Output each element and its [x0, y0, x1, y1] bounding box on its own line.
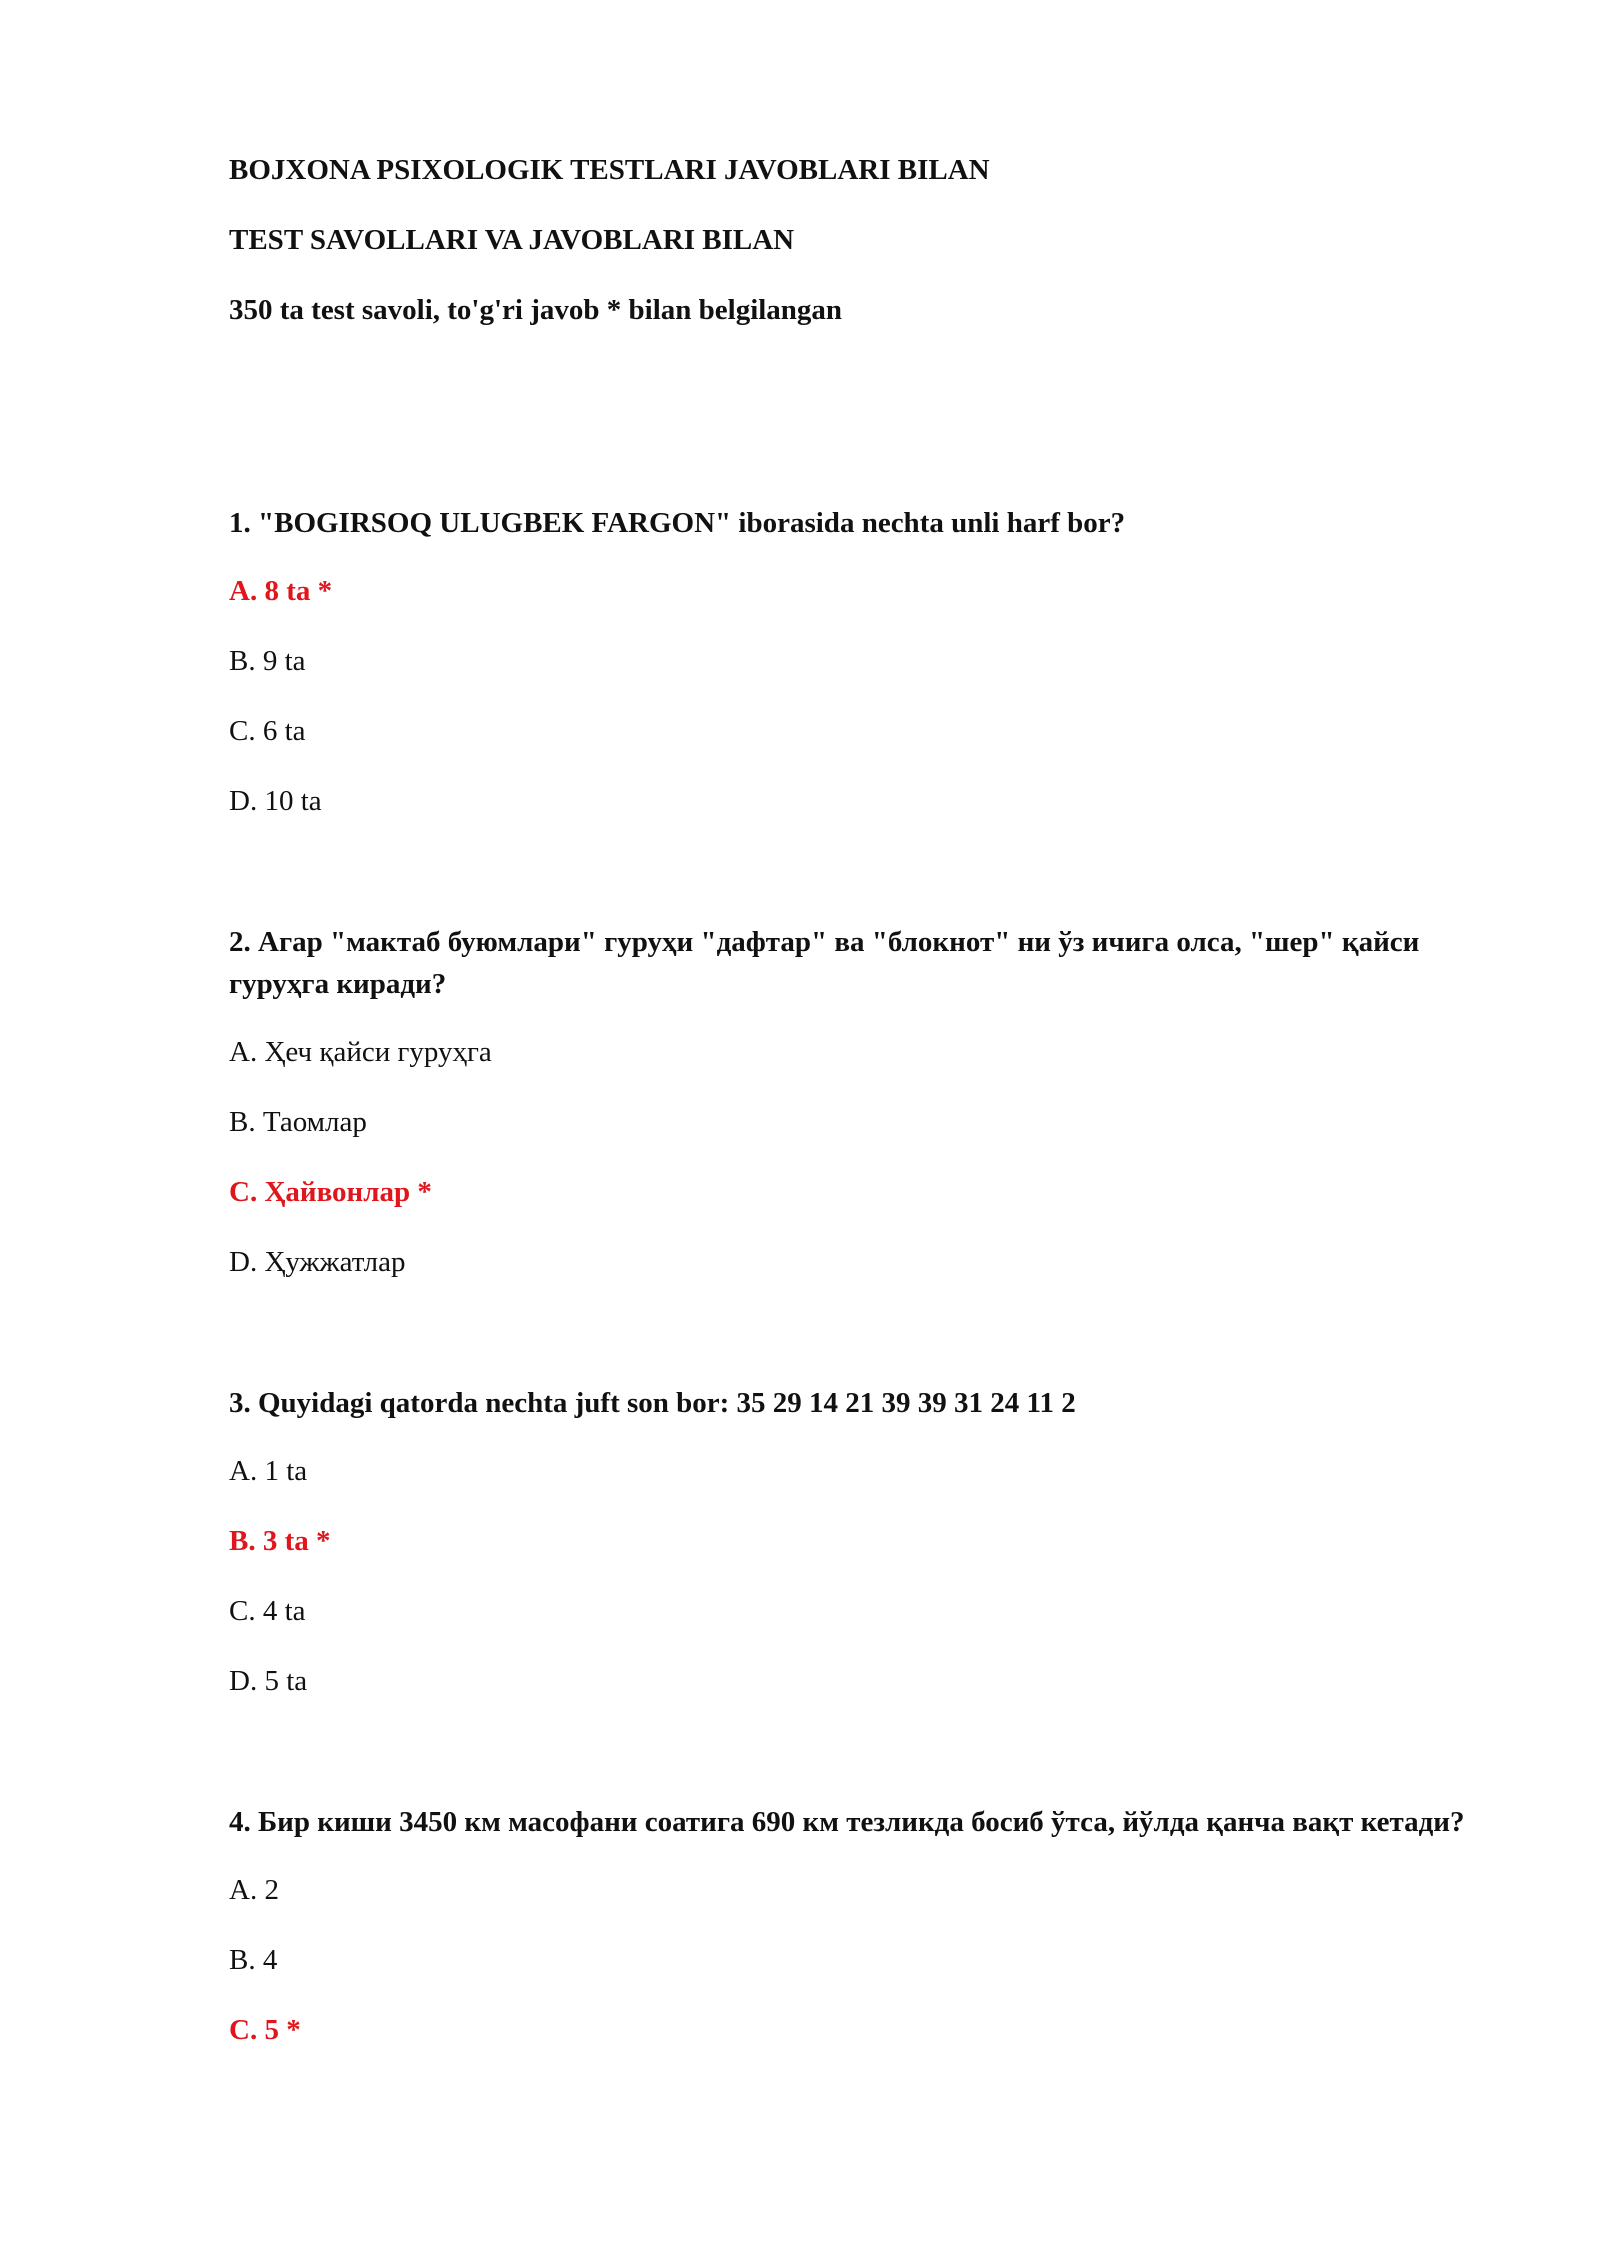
answer-option: D. Ҳужжатлар: [229, 1246, 406, 1278]
answer-option: D. 5 ta: [229, 1665, 308, 1697]
answer-option-correct: A. 8 ta *: [229, 575, 333, 607]
question-block: [229, 502, 1519, 821]
answer-option-correct: C. Ҳайвонлар *: [229, 1176, 432, 1208]
answer-option: B. Таомлар: [229, 1106, 367, 1138]
answer-option: A. 2: [229, 1874, 279, 1906]
header-spacer: [229, 360, 1519, 502]
question-spacer: [229, 1312, 1519, 1382]
question-spacer: [229, 1731, 1519, 1801]
question-text: 3. Quyidagi qatorda nechta juft son bor: 35 29 14 21 39 39 31 24 11 2: [229, 1387, 1076, 1419]
question-block: [229, 921, 1519, 1282]
answer-option-correct: B. 3 ta *: [229, 1525, 331, 1557]
document-subtitle: TEST SAVOLLARI VA JAVOBLARI BILAN: [229, 224, 795, 256]
document-page: [229, 150, 1519, 2080]
answer-option: A. 1 ta: [229, 1455, 308, 1487]
question-spacer: [229, 851, 1519, 921]
answer-option: C. 4 ta: [229, 1595, 306, 1627]
answer-option: B. 4: [229, 1944, 278, 1976]
question-text: 1. "BOGIRSOQ ULUGBEK FARGON" iborasida nechta unli harf bor?: [229, 507, 1126, 539]
answer-option-correct: C. 5 *: [229, 2014, 301, 2046]
document-note: 350 ta test savoli, to'g'ri javob * bilan belgilangan: [229, 294, 843, 326]
answer-option: B. 9 ta: [229, 645, 306, 677]
question-text: 4. Бир киши 3450 км масофани соатига 690 км тезликда босиб ўтса, йўлда қанча вақт кетади?: [229, 1806, 1465, 1838]
question-block: [229, 1382, 1519, 1701]
answer-option: A. Ҳеч қайси гуруҳга: [229, 1036, 492, 1068]
question-list: [229, 502, 1519, 2050]
answer-option: C. 6 ta: [229, 715, 306, 747]
document-title: BOJXONA PSIXOLOGIK TESTLARI JAVOBLARI BILAN: [229, 154, 990, 186]
question-block: [229, 1801, 1519, 2050]
question-text: 2. Агар "мактаб буюмлари" гуруҳи "дафтар" ва "блокнот" ни ўз ичига олса, "шер" қайси гуруҳга киради?: [229, 926, 1420, 1000]
answer-option: D. 10 ta: [229, 785, 322, 817]
